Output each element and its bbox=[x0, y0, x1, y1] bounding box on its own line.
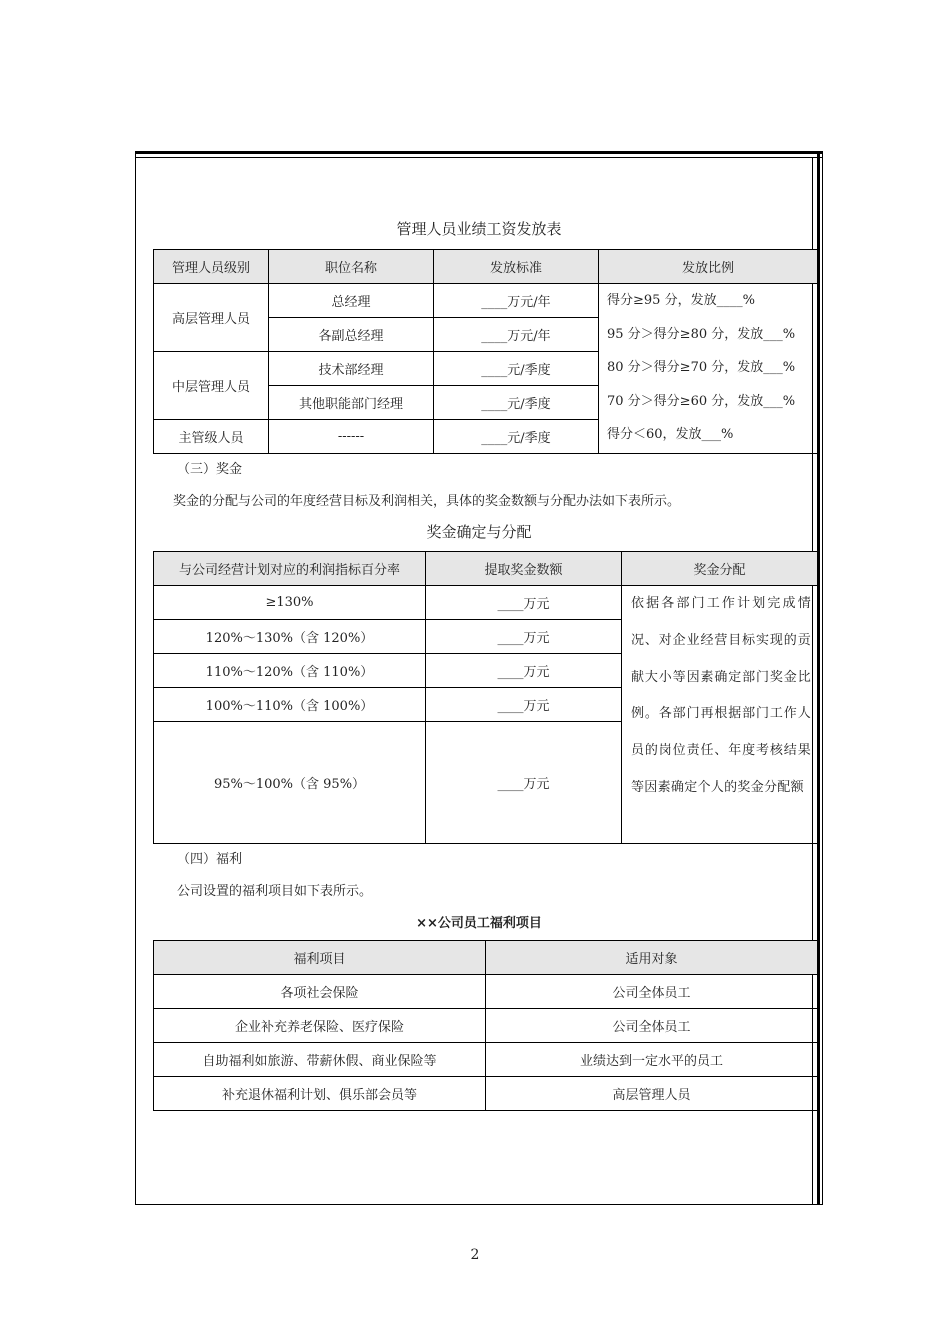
header-welfare-item: 福利项目 bbox=[154, 941, 486, 975]
table3-title: ××公司员工福利项目 bbox=[416, 916, 542, 931]
rate-cell: 120%～130%（含 120%） bbox=[154, 620, 426, 654]
position-cell: 各副总经理 bbox=[269, 318, 434, 352]
target-cell: 公司全体员工 bbox=[486, 1009, 818, 1043]
position-cell: 总经理 bbox=[269, 284, 434, 318]
welfare-table bbox=[153, 940, 818, 1111]
ratio-line: 得分≥95 分，发放____% bbox=[607, 293, 755, 308]
frame-bottom bbox=[135, 1204, 823, 1205]
rate-cell: ≥130% bbox=[154, 586, 426, 620]
standard-cell: ____万元/年 bbox=[434, 284, 599, 318]
performance-salary-table bbox=[153, 249, 818, 454]
ratio-cell bbox=[599, 284, 818, 454]
section3-text: 奖金的分配与公司的年度经营目标及利润相关，具体的奖金数额与分配办法如下表所示。 bbox=[173, 494, 681, 509]
table-header-row bbox=[154, 941, 818, 975]
table-row bbox=[154, 1043, 818, 1077]
amount-cell: ____万元 bbox=[426, 586, 622, 620]
distribution-text: 依据各部门工作计划完成情况、对企业经营目标实现的贡献大小等因素确定部门奖金比例。各部门再根据部门工作人员的岗位责任、年度考核结果等因素确定个人的奖金分配额 bbox=[631, 596, 811, 795]
target-cell: 高层管理人员 bbox=[486, 1077, 818, 1111]
frame-left bbox=[135, 151, 136, 1205]
table-header-row bbox=[154, 552, 818, 586]
amount-cell: ____万元 bbox=[426, 722, 622, 844]
section3-heading: （三）奖金 bbox=[177, 462, 243, 477]
standard-cell: ____元/季度 bbox=[434, 420, 599, 454]
table2-title: 奖金确定与分配 bbox=[426, 523, 532, 541]
table-header-row bbox=[154, 250, 818, 284]
standard-cell: ____元/季度 bbox=[434, 352, 599, 386]
frame-top-thick bbox=[135, 151, 823, 154]
header-profit-rate: 与公司经营计划对应的利润指标百分率 bbox=[154, 552, 426, 586]
welfare-item-cell: 各项社会保险 bbox=[154, 975, 486, 1009]
amount-cell: ____万元 bbox=[426, 688, 622, 722]
header-bonus-distribution: 奖金分配 bbox=[622, 552, 818, 586]
level-cell: 高层管理人员 bbox=[154, 284, 269, 352]
table-row bbox=[154, 1077, 818, 1111]
header-ratio: 发放比例 bbox=[599, 250, 818, 284]
position-cell: 技术部经理 bbox=[269, 352, 434, 386]
ratio-line: 95 分＞得分≥80 分，发放___% bbox=[607, 326, 796, 342]
section4-text: 公司设置的福利项目如下表所示。 bbox=[177, 884, 373, 899]
target-cell: 业绩达到一定水平的员工 bbox=[486, 1043, 818, 1077]
position-cell: ------ bbox=[269, 420, 434, 454]
ratio-line: 70 分＞得分≥60 分，发放___% bbox=[607, 393, 796, 409]
table-row bbox=[154, 975, 818, 1009]
welfare-item-cell: 补充退休福利计划、俱乐部会员等 bbox=[154, 1077, 486, 1111]
header-level: 管理人员级别 bbox=[154, 250, 269, 284]
amount-cell: ____万元 bbox=[426, 654, 622, 688]
header-bonus-amount: 提取奖金数额 bbox=[426, 552, 622, 586]
header-position: 职位名称 bbox=[269, 250, 434, 284]
position-cell: 其他职能部门经理 bbox=[269, 386, 434, 420]
amount-cell: ____万元 bbox=[426, 620, 622, 654]
level-cell: 主管级人员 bbox=[154, 420, 269, 454]
section4-heading: （四）福利 bbox=[177, 852, 243, 867]
header-target: 适用对象 bbox=[486, 941, 818, 975]
target-cell: 公司全体员工 bbox=[486, 975, 818, 1009]
frame-right-outer bbox=[822, 151, 823, 1205]
distribution-cell bbox=[622, 586, 818, 844]
level-cell: 中层管理人员 bbox=[154, 352, 269, 420]
standard-cell: ____万元/年 bbox=[434, 318, 599, 352]
rate-cell: 100%～110%（含 100%） bbox=[154, 688, 426, 722]
bonus-table bbox=[153, 551, 818, 844]
welfare-item-cell: 自助福利如旅游、带薪休假、商业保险等 bbox=[154, 1043, 486, 1077]
table-row bbox=[154, 284, 818, 318]
frame-top-thin bbox=[135, 157, 823, 158]
table-row bbox=[154, 586, 818, 620]
page-number: 2 bbox=[470, 1247, 480, 1263]
standard-cell: ____元/季度 bbox=[434, 386, 599, 420]
header-standard: 发放标准 bbox=[434, 250, 599, 284]
ratio-line: 80 分＞得分≥70 分，发放___% bbox=[607, 360, 796, 376]
rate-cell: 110%～120%（含 110%） bbox=[154, 654, 426, 688]
table1-title: 管理人员业绩工资发放表 bbox=[396, 220, 562, 238]
ratio-line: 得分＜60，发放___% bbox=[607, 427, 734, 443]
table-row bbox=[154, 1009, 818, 1043]
rate-cell: 95%～100%（含 95%） bbox=[154, 722, 426, 844]
welfare-item-cell: 企业补充养老保险、医疗保险 bbox=[154, 1009, 486, 1043]
